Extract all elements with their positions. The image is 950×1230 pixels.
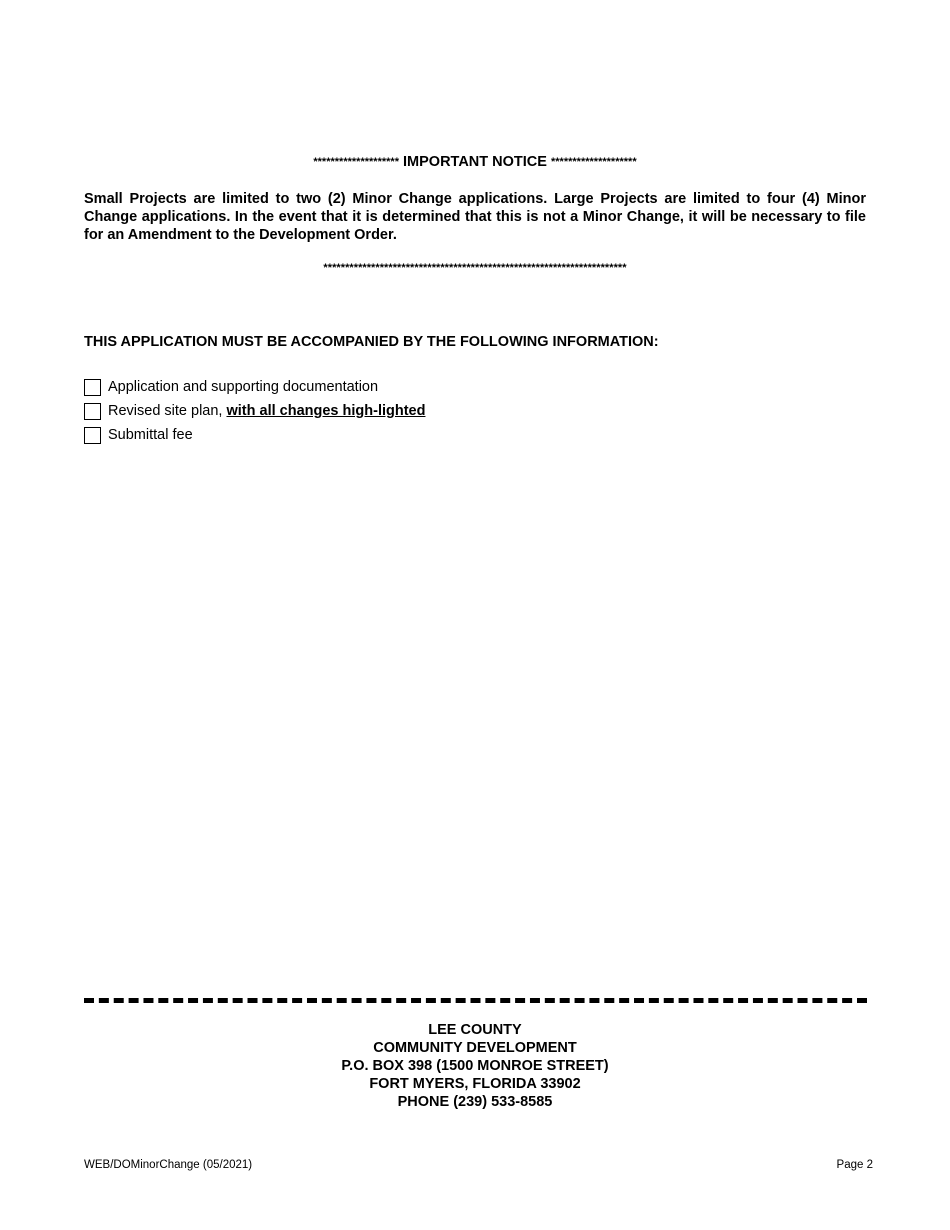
address-line-county: LEE COUNTY xyxy=(428,1022,522,1038)
checklist-item xyxy=(84,399,425,423)
checklist-item-label: Revised site plan, xyxy=(108,403,227,419)
address-line-city: FORT MYERS, FLORIDA 33902 xyxy=(369,1076,581,1092)
checklist-item xyxy=(84,423,425,447)
notice-title-text: IMPORTANT NOTICE xyxy=(403,154,547,170)
important-notice-title xyxy=(84,154,866,170)
checkbox-revised-site-plan[interactable] xyxy=(84,403,101,420)
notice-body: Small Projects are limited to two (2) Minor Change applications. Large Projects are limited to four (4) Minor Change applications. In the event that it is determined that this is not a Minor Change, it will be necessary to file for an Amendment to the Development Order. xyxy=(84,191,866,243)
requirements-checklist xyxy=(84,375,425,447)
notice-stars-left: ******************** xyxy=(313,156,399,168)
office-address xyxy=(0,1021,950,1111)
requirements-heading: THIS APPLICATION MUST BE ACCOMPANIED BY THE FOLLOWING INFORMATION: xyxy=(84,334,659,350)
page-number: Page 2 xyxy=(836,1159,873,1171)
address-line-phone: PHONE (239) 533-8585 xyxy=(397,1094,553,1110)
notice-stars-right: ******************** xyxy=(550,156,637,168)
checkbox-submittal-fee[interactable] xyxy=(84,427,101,444)
dashed-divider xyxy=(84,998,867,1003)
address-line-po-box: P.O. BOX 398 (1500 MONROE STREET) xyxy=(341,1058,609,1074)
checklist-item-label: Application and supporting documentation xyxy=(108,379,379,395)
checkbox-application-docs[interactable] xyxy=(84,379,101,396)
address-line-department: COMMUNITY DEVELOPMENT xyxy=(373,1040,577,1056)
checklist-item-emphasis: with all changes high-lighted xyxy=(226,403,426,419)
form-identifier: WEB/DOMinorChange (05/2021) xyxy=(84,1159,253,1171)
checklist-item-label: Submittal fee xyxy=(108,427,193,443)
checklist-item xyxy=(84,375,425,399)
notice-divider: ********************************************************************** xyxy=(323,262,627,274)
